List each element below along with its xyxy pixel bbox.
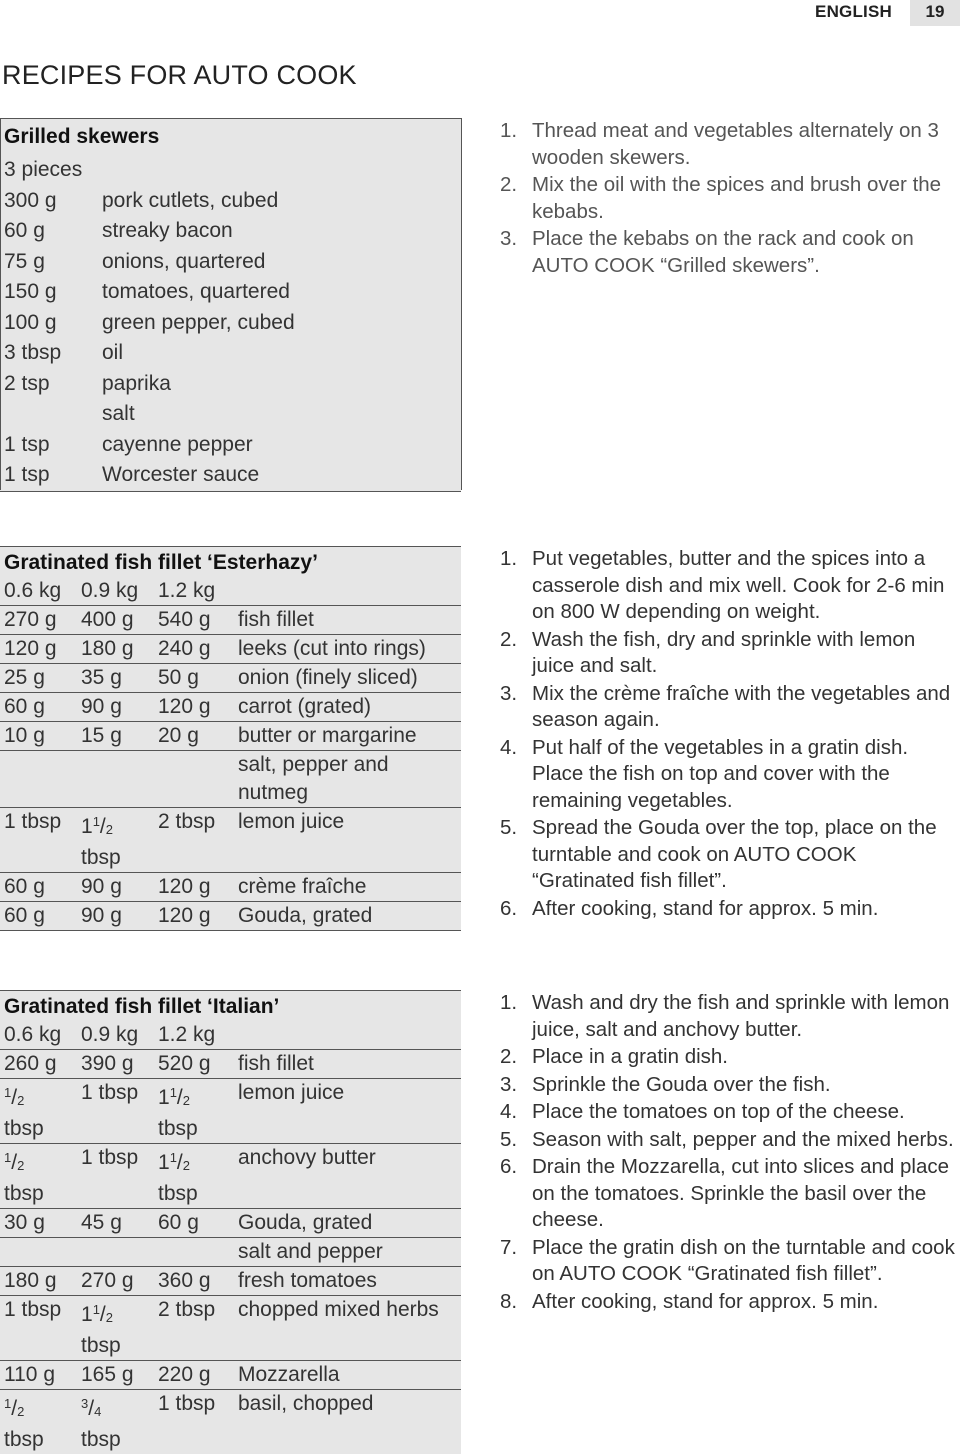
recipe-title: Gratinated fish fillet ‘Italian’ [0,991,461,1022]
table-row: 300 g pork cutlets, cubed [0,186,461,217]
esterhazy-ingredients-table [0,546,461,931]
fraction: $1^1/_2$ tbsp [77,1296,154,1361]
list-item: 6. After cooking, stand for approx. 5 min. [500,896,960,923]
table-row: $^1/_2$ tbsp 1 tbsp $1^1/_2$ tbsp anchovy butter [0,1144,461,1209]
list-item: 1. Put vegetables, butter and the spices into a casserole dish and mix well. Cook for 2-6 min on 800 W depending on weight. [500,546,960,626]
fraction: $^1/_2$ tbsp [0,1390,77,1454]
weights-row: 0.6 kg 0.9 kg 1.2 kg [0,1021,461,1050]
table-row: 30 g 45 g 60 g Gouda, grated [0,1209,461,1238]
table-row: 110 g 165 g 220 g Mozzarella [0,1361,461,1390]
list-item: 3. Sprinkle the Gouda over the fish. [500,1072,960,1099]
weights-row: 0.6 kg 0.9 kg 1.2 kg [0,577,461,606]
list-item: 7. Place the gratin dish on the turntable and cook on AUTO COOK “Gratinated fish fillet”. [500,1235,960,1288]
table-row: $^1/_2$ tbsp 1 tbsp $1^1/_2$ tbsp lemon juice [0,1079,461,1144]
list-item: 2. Mix the oil with the spices and brush over the kebabs. [500,172,960,225]
table-row: 2 tsp paprika [0,369,461,400]
list-item: 3. Mix the crème fraîche with the vegetables and season again. [500,681,960,734]
table-row: salt and pepper [0,1238,461,1267]
fraction: $1^1/_2$ tbsp [154,1144,234,1209]
table-row: 25 g 35 g 50 g onion (finely sliced) [0,664,461,693]
fraction: $1^1/_2$ tbsp [154,1079,234,1144]
table-row: salt [0,399,461,430]
fraction: $^1/_2$ tbsp [0,1079,77,1144]
table-row: 100 g green pepper, cubed [0,308,461,339]
table-row: 60 g 90 g 120 g crème fraîche [0,873,461,902]
fraction: $^3/_4$ tbsp [77,1390,154,1454]
table-row: 1 tbsp $1^1/_2$ tbsp 2 tbsp lemon juice [0,808,461,873]
table-row: 75 g onions, quartered [0,247,461,278]
list-item: 1. Thread meat and vegetables alternately on 3 wooden skewers. [500,118,960,171]
page-number: 19 [910,0,960,26]
table-row: 270 g 400 g 540 g fish fillet [0,606,461,635]
esterhazy-steps [500,546,960,923]
page-title: RECIPES FOR AUTO COOK [2,60,357,91]
italian-steps [500,990,960,1316]
table-frame [0,118,462,490]
list-item: 2. Wash the fish, dry and sprinkle with lemon juice and salt. [500,627,960,680]
table-row: 60 g 90 g 120 g carrot (grated) [0,693,461,722]
table-row: 60 g streaky bacon [0,216,461,247]
fraction: $1^1/_2$ tbsp [77,808,154,873]
table-row: 1 tbsp $1^1/_2$ tbsp 2 tbsp chopped mixed herbs [0,1296,461,1361]
list-item: 5. Spread the Gouda over the top, place on the turntable and cook on AUTO COOK “Gratinated fish fillet”. [500,815,960,895]
page-header [815,0,960,26]
table-row: 150 g tomatoes, quartered [0,277,461,308]
list-item: 1. Wash and dry the fish and sprinkle with lemon juice, salt and anchovy butter. [500,990,960,1043]
table-row: 1 tsp cayenne pepper [0,430,461,461]
list-item: 6. Drain the Mozzarella, cut into slices and place on the tomatoes. Sprinkle the basil over the cheese. [500,1154,960,1234]
table-row: 10 g 15 g 20 g butter or margarine [0,722,461,751]
language-label: ENGLISH [815,0,910,26]
list-item: 8. After cooking, stand for approx. 5 min. [500,1289,960,1316]
servings: 3 pieces [0,155,461,186]
table-row: 120 g 180 g 240 g leeks (cut into rings) [0,635,461,664]
table-row: 180 g 270 g 360 g fresh tomatoes [0,1267,461,1296]
fraction: $^1/_2$ tbsp [0,1144,77,1209]
table-row: $^1/_2$ tbsp $^3/_4$ tbsp 1 tbsp basil, chopped [0,1390,461,1454]
table-row: 60 g 90 g 120 g Gouda, grated [0,902,461,931]
list-item: 3. Place the kebabs on the rack and cook on AUTO COOK “Grilled skewers”. [500,226,960,279]
recipe-title: Grilled skewers [0,119,461,156]
table-row: salt, pepper and nutmeg [0,751,461,808]
grilled-skewers-steps [500,118,960,280]
recipe-title: Gratinated fish fillet ‘Esterhazy’ [0,547,461,578]
table-row: 3 tbsp oil [0,338,461,369]
list-item: 2. Place in a gratin dish. [500,1044,960,1071]
list-item: 4. Place the tomatoes on top of the cheese. [500,1099,960,1126]
list-item: 5. Season with salt, pepper and the mixed herbs. [500,1127,960,1154]
italian-ingredients-table [0,990,461,1454]
table-row: 1 tsp Worcester sauce [0,460,461,491]
list-item: 4. Put half of the vegetables in a gratin dish. Place the fish on top and cover with the remaining vegetables. [500,735,960,815]
table-row: 260 g 390 g 520 g fish fillet [0,1050,461,1079]
